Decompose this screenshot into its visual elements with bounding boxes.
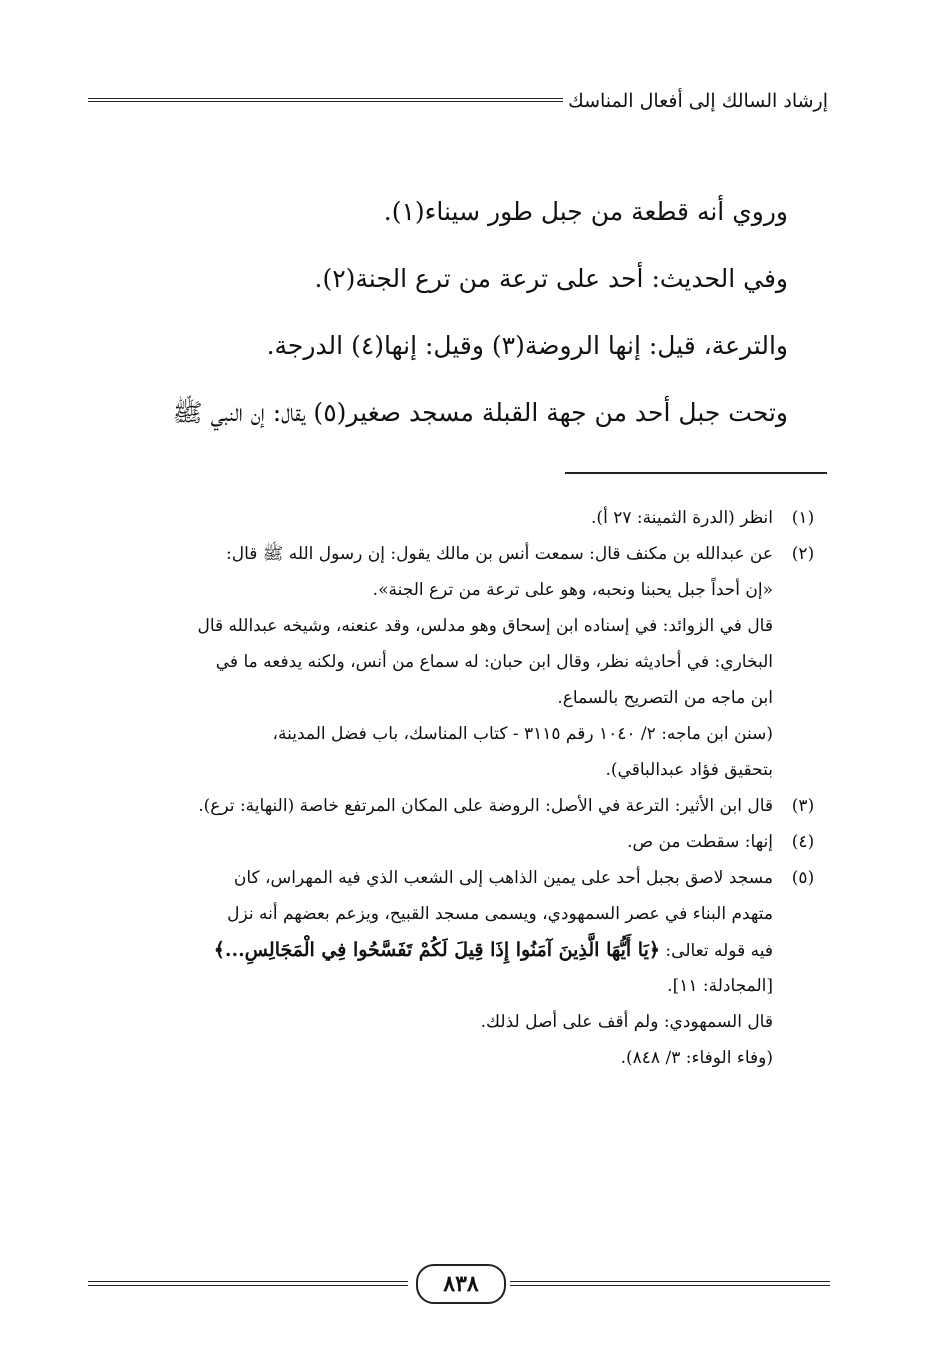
footnote-number: (١) bbox=[791, 508, 815, 528]
footnote-line: (سنن ابن ماجه: ٢/ ١٠٤٠ رقم ٣١١٥ - كتاب المناسك، باب فضل المدينة، bbox=[272, 724, 773, 744]
footnote-line: قال في الزوائد: في إسناده ابن إسحاق وهو مدلس، وقد عنعنه، وشيخه عبدالله قال bbox=[197, 616, 773, 636]
page-footer bbox=[88, 1264, 830, 1304]
footer-rule-right bbox=[510, 1281, 830, 1286]
header-title: إرشاد السالك إلى أفعال المناسك bbox=[568, 90, 828, 112]
header-rule bbox=[88, 98, 563, 102]
footnote-line: بتحقيق فؤاد عبدالباقي). bbox=[605, 760, 773, 780]
footnote-line: انظر (الدرة الثمينة: ٢٧ أ). bbox=[591, 508, 773, 528]
body-line: وروي أنه قطعة من جبل طور سيناء(١). bbox=[383, 197, 788, 226]
quran-intro: فيه قوله تعالى: bbox=[665, 941, 773, 961]
footnote-separator bbox=[565, 472, 827, 474]
footnote-4 bbox=[108, 824, 833, 860]
footnote-line bbox=[108, 932, 773, 968]
footnote-line: قال السمهودي: ولم أقف على أصل لذلك. bbox=[480, 1012, 773, 1032]
footer-rule-left bbox=[88, 1281, 408, 1286]
footnote-line: متهدم البناء في عصر السمهودي، ويسمى مسجد القبيح، ويزعم بعضهم أنه نزل bbox=[227, 904, 773, 924]
body-line: وتحت جبل أحد من جهة القبلة مسجد صغير(٥) يقال: إن النبي ﷺ bbox=[172, 398, 788, 427]
footnotes bbox=[108, 500, 833, 1076]
footnote-3 bbox=[108, 788, 833, 824]
footnote-number: (٤) bbox=[791, 832, 815, 852]
footnote-number: (٥) bbox=[791, 868, 815, 888]
page-number: ٨٣٨ bbox=[416, 1264, 506, 1304]
body-line: والترعة، قيل: إنها الروضة(٣) وقيل: إنها(٤) الدرجة. bbox=[266, 331, 788, 360]
footnote-line: «إن أحداً جبل يحبنا ونحبه، وهو على ترعة من ترع الجنة». bbox=[372, 580, 773, 600]
footnote-line: (وفاء الوفاء: ٣/ ٨٤٨). bbox=[620, 1048, 773, 1068]
footnote-2 bbox=[108, 536, 833, 788]
footnote-line: عن عبدالله بن مكنف قال: سمعت أنس بن مالك يقول: إن رسول الله ﷺ قال: bbox=[226, 544, 773, 564]
surah-reference: [المجادلة: ١١]. bbox=[667, 976, 773, 996]
body-line: وفي الحديث: أحد على ترعة من ترع الجنة(٢). bbox=[314, 264, 788, 293]
footnote-line: قال ابن الأثير: الترعة في الأصل: الروضة على المكان المرتفع خاصة (النهاية: ترع). bbox=[198, 796, 773, 816]
footnote-5 bbox=[108, 860, 833, 1076]
quran-verse: ﴿يَا أَيُّهَا الَّذِينَ آمَنُوا إِذَا قِيلَ لَكُمْ تَفَسَّحُوا فِي الْمَجَالِسِ...﴾ bbox=[213, 939, 661, 961]
footnote-line: البخاري: في أحاديثه نظر، وقال ابن حبان: له سماع من أنس، ولكنه يدفعه ما في bbox=[215, 652, 773, 672]
footnote-number: (٢) bbox=[791, 544, 815, 564]
footnote-number: (٣) bbox=[791, 796, 815, 816]
footnote-1 bbox=[108, 500, 833, 536]
running-header bbox=[88, 86, 828, 116]
footnote-line: إنها: سقطت من ص. bbox=[627, 832, 773, 852]
footnote-line: ابن ماجه من التصريح بالسماع. bbox=[557, 688, 773, 708]
main-text bbox=[138, 178, 788, 446]
footnote-line: مسجد لاصق بجبل أحد على يمين الذاهب إلى الشعب الذي فيه المهراس، كان bbox=[233, 868, 773, 888]
